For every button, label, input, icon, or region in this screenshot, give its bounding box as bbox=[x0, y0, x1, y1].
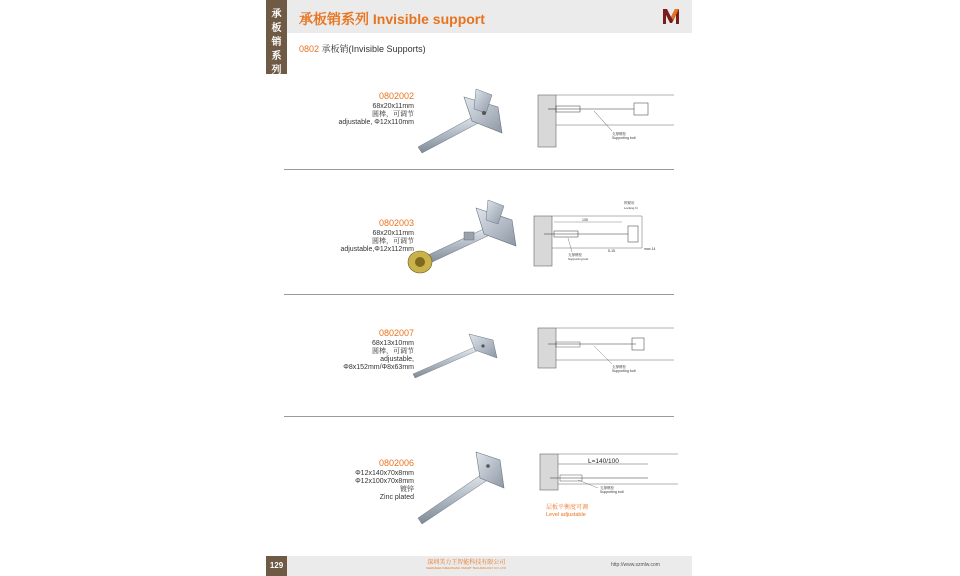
product-code: 0802002 bbox=[378, 91, 414, 101]
installation-diagram bbox=[532, 201, 677, 282]
product-spec: 镀锌 bbox=[400, 486, 414, 493]
product-spec: adjustable, bbox=[380, 356, 414, 363]
product-spec: adjustable,Φ12x112mm bbox=[340, 246, 414, 253]
product-row bbox=[284, 85, 684, 205]
company-name-en: SHENZHEN MEILIWANG SMART TECHNOLOGY CO.,LTD. bbox=[426, 566, 507, 570]
product-info bbox=[284, 218, 414, 254]
diagram-label: 支撑螺栓 bbox=[568, 253, 582, 257]
product-spec: 圆棒，可调节 bbox=[372, 348, 414, 355]
product-photo bbox=[406, 85, 511, 155]
diagram-label: Supporting bolt bbox=[568, 257, 589, 261]
diagram-label: 支撑螺栓 bbox=[612, 132, 626, 136]
diagram-label: 锁紧用 bbox=[624, 201, 635, 205]
section-code: 0802 bbox=[299, 44, 320, 54]
product-code: 0802003 bbox=[378, 218, 414, 228]
section-divider bbox=[284, 416, 674, 417]
product-spec: Φ12x140x70x8mm bbox=[355, 470, 414, 477]
diagram-label: 支撑螺栓 bbox=[612, 365, 626, 369]
product-code: 0802007 bbox=[378, 328, 414, 338]
company-name bbox=[426, 560, 507, 570]
product-spec: 68x20x11mm bbox=[372, 230, 414, 237]
product-info bbox=[284, 328, 414, 372]
product-row bbox=[284, 196, 684, 316]
product-info bbox=[284, 91, 414, 127]
product-spec: 圆棒，可调节 bbox=[372, 111, 414, 118]
section-heading bbox=[299, 42, 426, 55]
catalog-page bbox=[266, 0, 692, 576]
product-spec: Φ12x100x70x8mm bbox=[355, 478, 414, 485]
company-name-cn: 深圳美力王智能科技有限公司 bbox=[427, 560, 506, 566]
side-category-tab bbox=[266, 0, 287, 74]
side-tab-char: 板 bbox=[271, 23, 282, 34]
product-spec: Φ8x152mm/Φ8x63mm bbox=[343, 364, 414, 371]
product-spec: 68x20x11mm bbox=[372, 103, 414, 110]
side-tab-char: 列 bbox=[271, 65, 282, 76]
diagram-label: Supporting bolt bbox=[612, 136, 636, 140]
dimension-label: L=140/100 bbox=[588, 458, 619, 465]
installation-diagram bbox=[534, 326, 679, 386]
product-row bbox=[284, 320, 684, 440]
diagram-label: 支撑螺栓 bbox=[600, 486, 614, 490]
product-photo bbox=[404, 448, 519, 528]
side-tab-char: 系 bbox=[271, 51, 282, 62]
diagram-label: Locking hr bbox=[624, 206, 638, 210]
page-number: 129 bbox=[266, 556, 287, 576]
installation-diagram bbox=[534, 93, 679, 163]
dimension-label: 5-15 bbox=[608, 249, 616, 253]
product-spec: 圆棒，可调节 bbox=[372, 238, 414, 245]
product-spec: Zinc plated bbox=[379, 494, 414, 501]
dimension-label: max.14 bbox=[644, 247, 656, 251]
brand-logo-icon bbox=[661, 6, 681, 26]
diagram-label: Supporting bolt bbox=[612, 369, 636, 373]
product-photo bbox=[409, 326, 509, 381]
installation-diagram bbox=[538, 454, 683, 529]
page-header bbox=[287, 0, 692, 33]
section-divider bbox=[284, 294, 674, 295]
side-tab-char: 销 bbox=[271, 37, 282, 48]
feature-label: 层板平衡度可调 bbox=[546, 505, 589, 511]
diagram-label: Supporting bolt bbox=[600, 490, 624, 494]
product-code: 0802006 bbox=[378, 458, 414, 468]
website-url: http://www.szmlw.com bbox=[611, 562, 660, 568]
dimension-label: 105 bbox=[582, 218, 588, 222]
feature-label: Level adjustable bbox=[546, 512, 586, 518]
side-tab-char: 承 bbox=[271, 9, 282, 20]
product-spec: 68x13x10mm bbox=[371, 340, 414, 347]
section-title: 承板销(Invisible Supports) bbox=[321, 44, 426, 54]
product-spec: adjustable, Φ12x110mm bbox=[338, 119, 414, 126]
product-photo bbox=[404, 198, 519, 278]
product-info bbox=[284, 458, 414, 502]
product-row bbox=[284, 448, 684, 568]
page-title: 承板销系列 Invisible support bbox=[299, 11, 485, 27]
section-divider bbox=[284, 169, 674, 170]
